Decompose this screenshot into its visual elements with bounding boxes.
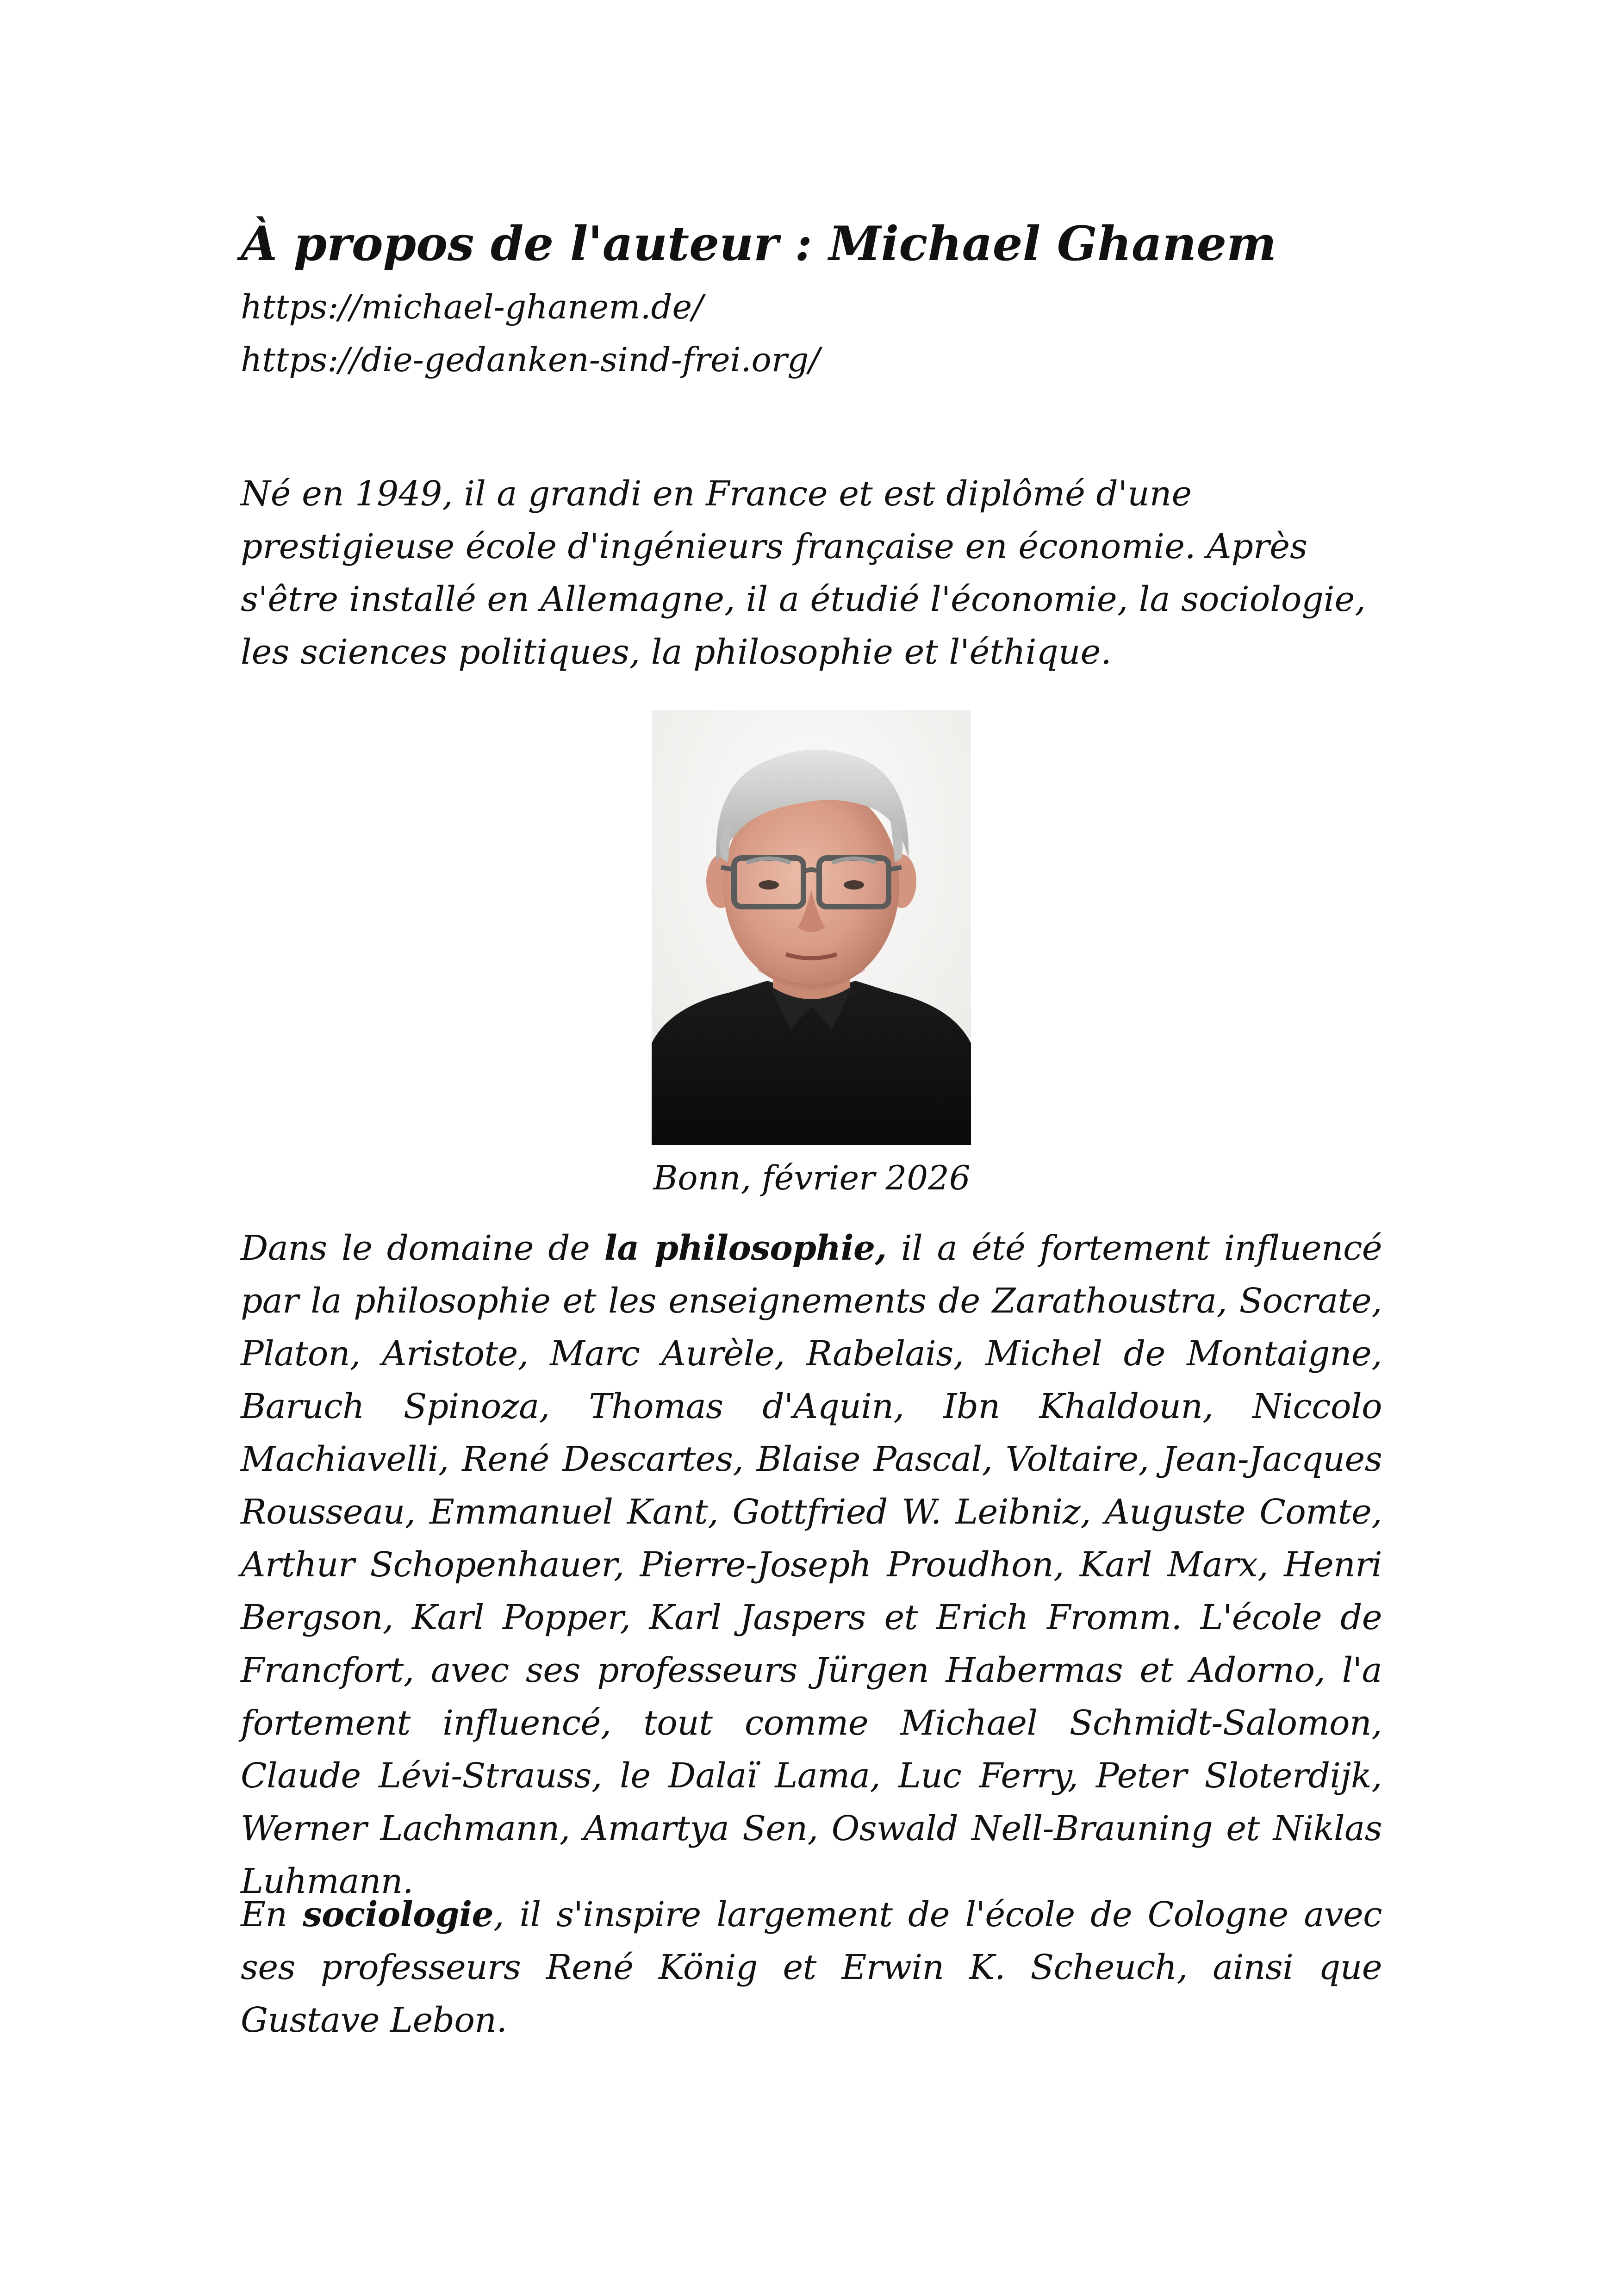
- page-title: À propos de l'auteur : Michael Ghanem: [241, 216, 1277, 272]
- photo-caption: Bonn, février 2026: [653, 1158, 971, 1197]
- website-link-die-gedanken-sind-frei[interactable]: https://die-gedanken-sind-frei.org/: [241, 340, 820, 379]
- website-link-michael-ghanem[interactable]: https://michael-ghanem.de/: [241, 287, 703, 326]
- sociology-keyword: sociologie: [303, 1895, 493, 1935]
- philosophy-paragraph: [241, 1222, 1382, 1908]
- sociology-text: , il s'inspire largement de l'école de Cologne avec ses professeurs René König et Erwin K. Scheuch, ainsi que Gustave Lebon.: [241, 1895, 1382, 2040]
- philosophy-text: il a été fortement influencé par la philosophie et les enseignements de Zarathoustra, Socrate, Platon, Aristote, Marc Aurèle, Rabelais, Michel de Montaigne, Baruch Spinoza, Thomas d'Aquin, Ibn Khaldoun, Niccolo Machiavelli, René Descartes, Blaise Pascal, Voltaire, Jean-Jacques Rousseau, Emmanuel Kant, Gottfried W. Leibniz, Auguste Comte, Arthur Schopenhauer, Pierre-Joseph Proudhon, Karl Marx, Henri Bergson, Karl Popper, Karl Jaspers et Erich Fromm. L'école de Francfort, avec ses professeurs Jürgen Habermas et Adorno, l'a fortement influencé, tout comme Michael Schmidt-Salomon, Claude Lévi-Strauss, le Dalaï Lama, Luc Ferry, Peter Sloterdijk, Werner Lachmann, Amartya Sen, Oswald Nell-Brauning et Niklas Luhmann.: [241, 1228, 1382, 1901]
- sociology-paragraph: [241, 1888, 1382, 2047]
- intro-paragraph: Né en 1949, il a grandi en France et est diplômé d'une prestigieuse école d'ingénieurs française en économie. Après s'être installé en Allemagne, il a étudié l'économie, la sociologie, les sciences politiques, la philosophie et l'éthique.: [241, 474, 1366, 672]
- philosophy-lead: Dans le domaine de: [241, 1228, 604, 1268]
- sociology-lead: En: [241, 1895, 303, 1935]
- author-photo: [652, 710, 971, 1145]
- philosophy-keyword: la philosophie,: [604, 1228, 887, 1268]
